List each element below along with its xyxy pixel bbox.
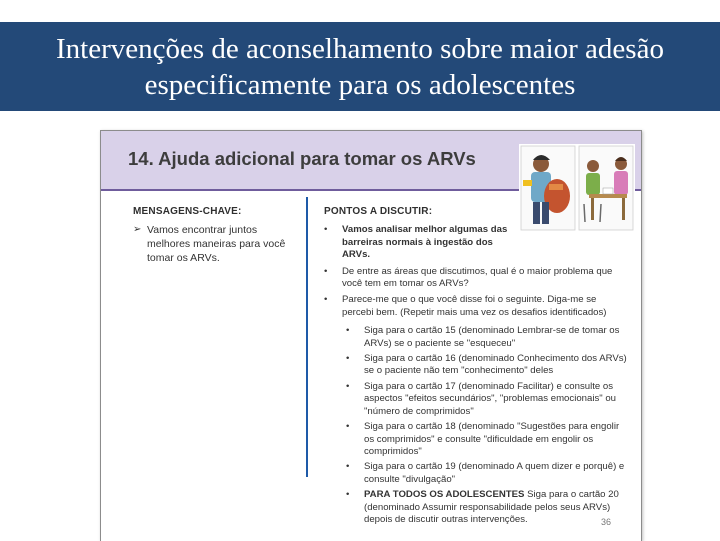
counseling-card-image [100, 130, 642, 541]
sub-bullet-dot-icon: • [346, 421, 350, 433]
sub-bullet-text: Siga para o cartão 18 (denominado "Sugestões para engolir os comprimidos" e consulte "dificuldade em engolir os comprimidos" [364, 421, 620, 457]
discussion-bullet [324, 294, 629, 319]
key-message-text: Vamos encontrar juntos melhores maneiras para você tomar os ARVs. [147, 224, 286, 264]
sub-bullet-dot-icon: • [346, 380, 350, 392]
bullet-dot-icon: • [324, 224, 328, 236]
sub-bullet-dot-icon: • [346, 461, 350, 473]
bullet-text: Vamos analisar melhor algumas das barreiras normais à ingestão dos ARVs. [342, 224, 508, 261]
sub-bullet [346, 421, 629, 458]
discussion-bullet [324, 224, 629, 261]
discussion-heading: PONTOS A DISCUTIR: [324, 206, 433, 217]
sub-bullet-bold-lead: PARA TODOS OS ADOLESCENTES [364, 489, 525, 501]
key-message-item [133, 223, 298, 265]
page-number: 36 [601, 517, 612, 527]
slide-title-bar [0, 22, 720, 111]
sub-bullet-rest: Siga para o cartão 20 (denominado Assumir responsabilidade pelos seus ARVs) depois de discutir outras intervenções. [364, 489, 619, 525]
sub-bullet [346, 489, 629, 526]
slide-title-line-1: Intervenções de aconselhamento sobre maior adesão [56, 32, 664, 65]
key-messages-heading: MENSAGENS-CHAVE: [133, 206, 242, 217]
sub-bullet-text: Siga para o cartão 19 (denominado A quem dizer e porquê) e consulte "divulgação" [364, 461, 625, 485]
slide-title-line-2: especificamente para os adolescentes [144, 68, 576, 101]
column-divider [306, 197, 308, 477]
bullet-text: De entre as áreas que discutimos, qual é o maior problema que você tem em tomar os ARVs? [342, 265, 613, 290]
sub-bullet-dot-icon: • [346, 353, 350, 365]
sub-bullet [346, 461, 629, 486]
sub-bullet-text: Siga para o cartão 15 (denominado Lembrar-se de tomar os ARVs) se o paciente se "esqueceu" [364, 325, 620, 349]
sub-bullet [346, 353, 629, 378]
arrow-bullet-icon: ➢ [133, 224, 142, 235]
card-title: 14. Ajuda adicional para tomar os ARVs [128, 148, 476, 169]
discussion-bullet [324, 266, 629, 291]
sub-bullet-dot-icon: • [346, 325, 350, 337]
sub-bullet-dot-icon: • [346, 489, 350, 501]
bullet-dot-icon: • [324, 294, 328, 306]
sub-bullet-text: Siga para o cartão 17 (denominado Facilitar) e consulte os aspectos "efeitos secundários", "problemas emocionais" ou "número de comprimidos" [364, 380, 616, 417]
sub-bullet-text: Siga para o cartão 16 (denominado Conhecimento dos ARVs) se o paciente não tem "conhecimento" deles [364, 353, 627, 377]
sub-bullet [346, 325, 629, 350]
key-messages-column [133, 206, 298, 265]
discussion-column [324, 206, 629, 526]
bullet-dot-icon: • [324, 265, 328, 277]
sub-bullet [346, 381, 629, 418]
sub-bullet-text [364, 489, 629, 526]
bullet-text: Parece-me que o que você disse foi o seguinte. Diga-me se percebi bem. (Repetir mais uma vez os desafios identificados) [342, 294, 607, 318]
